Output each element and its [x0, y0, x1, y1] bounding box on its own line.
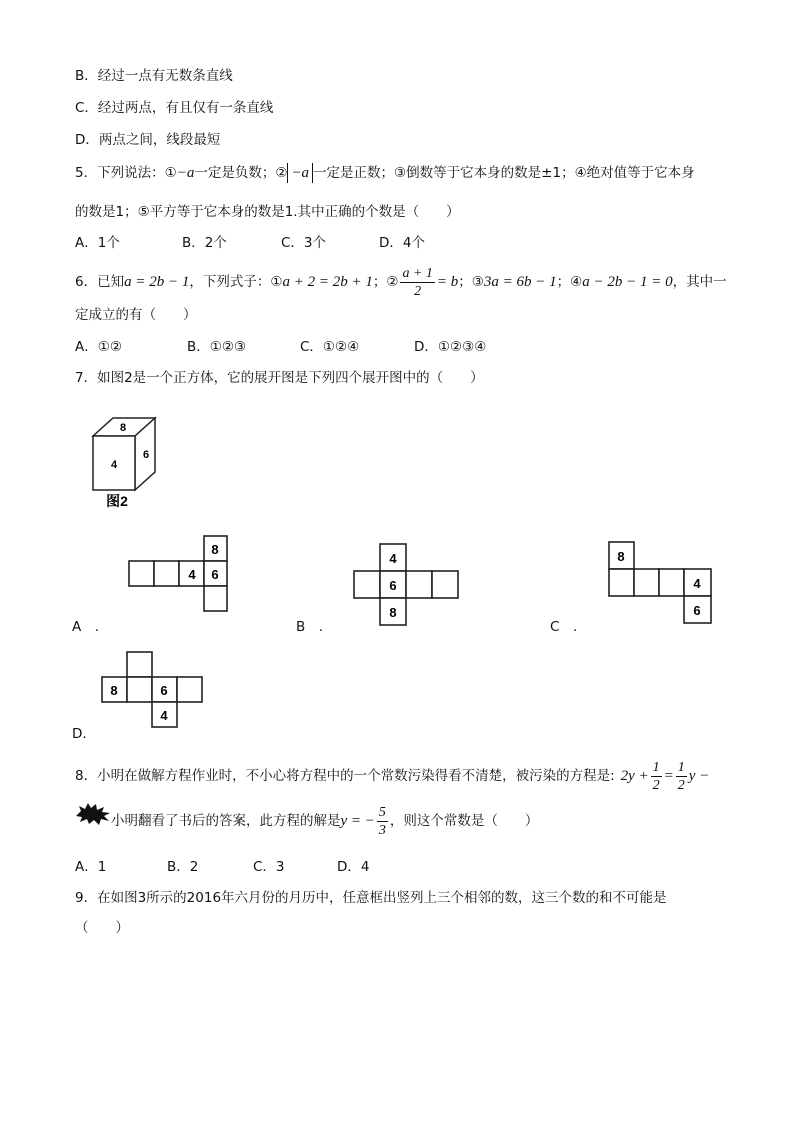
net-b-label: 6: [389, 578, 397, 593]
q6-number: 6．: [75, 274, 98, 290]
q8-line1: 8．小明在做解方程作业时，不小心将方程中的一个常数污染得看不清楚，被污染的方程是: 2y + $\frac{1}{2}$ = $\frac{1}{2}$ y −: [75, 759, 710, 793]
figure-2-caption: 图2: [106, 493, 128, 508]
q8-fraction-3: $\frac{5}{3}$: [378, 804, 386, 838]
cube-top-label: 8: [119, 422, 127, 434]
net-b: [345, 540, 463, 628]
q4-option-d: D．两点之间，线段最短: [75, 132, 221, 148]
q5-option-c: C．3个: [281, 235, 327, 251]
q6-option-a: A．①②: [75, 339, 122, 355]
net-b-cell: [432, 571, 458, 598]
q9-line1: 9．在如图3所示的2016年六月份的月历中，任意框出竖列上三个相邻的数，这三个数的和不可能是: [75, 890, 667, 906]
q5-abs-neg-a: −a: [287, 163, 313, 183]
cube-right-label: 6: [142, 449, 150, 461]
net-d-cell: [127, 677, 152, 702]
net-c-cell: [634, 569, 659, 596]
net-d-cell: [127, 652, 152, 677]
q6-fraction: $\frac{a + 1}{2}$: [402, 265, 433, 299]
q7-text: 7．如图2是一个正方体，它的展开图是下列四个展开图中的（ ）: [75, 370, 484, 386]
q6-option-c: C．①②④: [300, 339, 360, 355]
net-a-cell: [129, 561, 154, 586]
q4-option-c: C．经过两点，有且仅有一条直线: [75, 100, 274, 116]
q5-option-d: D．4个: [379, 235, 425, 251]
net-b-label: 4: [389, 551, 397, 566]
net-d: [93, 648, 208, 732]
net-c-cell: [659, 569, 684, 596]
q8-line2: 小明翻看了书后的答案，此方程的解是y = − $\frac{5}{3}$ ，则这个常数是（ ）: [111, 804, 539, 838]
q7-option-b-label: B .: [296, 619, 324, 635]
q8-option-b: B．2: [167, 859, 199, 875]
ink-smudge-icon: [75, 802, 111, 826]
net-d-label: 8: [110, 683, 118, 698]
net-b-label: 8: [389, 605, 397, 620]
q7-option-d-label: D.: [72, 726, 87, 742]
q5-option-b: B．2个: [182, 235, 227, 251]
net-b-cell: [354, 571, 380, 598]
q8-option-c: C．3: [253, 859, 285, 875]
q7-option-c-label: C .: [550, 619, 578, 635]
q5-line1: 5．下列说法：①−a一定是负数；② −a 一定是正数；③倒数等于它本身的数是±1；④绝对值等于它本身: [75, 165, 695, 181]
q8-fraction-2: $\frac{1}{2}$: [677, 759, 685, 793]
net-a-label: 8: [211, 542, 219, 557]
net-a-cell: [154, 561, 179, 586]
net-a-label: 4: [188, 567, 196, 582]
q6-line2: 定成立的有（ ）: [75, 307, 197, 323]
net-c-label: 4: [693, 576, 701, 591]
net-a: [120, 532, 235, 618]
q8-option-a: A．1: [75, 859, 107, 875]
q5-line2: 的数是1；⑤平方等于它本身的数是1.其中正确的个数是（ ）: [75, 204, 460, 220]
q5-number: 5．: [75, 165, 98, 181]
q8-fraction-1: $\frac{1}{2}$: [652, 759, 660, 793]
net-d-cell: [177, 677, 202, 702]
net-c-label: 8: [617, 549, 625, 564]
net-a-cell: [204, 586, 227, 611]
q9-line2: （ ）: [75, 920, 129, 936]
q4-option-b: B．经过一点有无数条直线: [75, 68, 233, 84]
net-d-label: 4: [160, 708, 168, 723]
q7-option-a-label: A .: [72, 619, 100, 635]
net-c: [600, 538, 720, 628]
q5-option-a: A．1个: [75, 235, 120, 251]
net-c-cell: [609, 569, 634, 596]
q5-expr-neg-a: −a: [176, 165, 195, 181]
net-c-label: 6: [693, 603, 701, 618]
q6-option-d: D．①②③④: [414, 339, 487, 355]
net-b-cell: [406, 571, 432, 598]
cube-figure: [85, 408, 175, 508]
cube-front-label: 4: [110, 459, 118, 471]
q6-line1: 6．已知a = 2b − 1，下列式子：①a + 2 = 2b + 1；② $\frac{a + 1}{2}$ = b；③3a = 6b − 1；④a − 2b − 1 = 0，其中一: [75, 265, 727, 299]
q8-option-d: D．4: [337, 859, 370, 875]
q6-option-b: B．①②③: [187, 339, 247, 355]
net-a-label: 6: [211, 567, 219, 582]
net-d-label: 6: [160, 683, 168, 698]
